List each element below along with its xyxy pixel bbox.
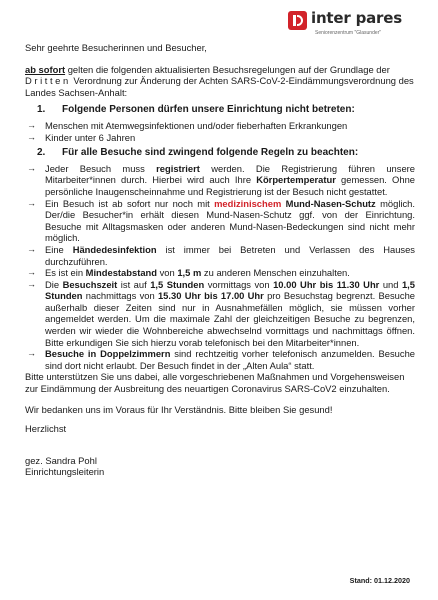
- section-1-heading: [25, 104, 415, 116]
- rule-1-bold-b: Körpertemperatur: [256, 174, 336, 186]
- rule-5-bold-a: Besuchszeit: [62, 278, 118, 290]
- letter-body: [25, 42, 415, 478]
- section-1-title: Folgende Personen dürfen unsere Einrichtung nicht betreten:: [62, 104, 355, 116]
- list-item-text: Kinder unter 6 Jahren: [45, 131, 136, 143]
- arrow-icon: →: [27, 162, 36, 173]
- rule-2-red-bold: medizinischem: [214, 197, 282, 209]
- list-item: [25, 267, 415, 279]
- rule-5-text-c: vormittags von: [204, 278, 274, 290]
- logo-subtitle: Seniorenzentrum "Glasunder": [315, 30, 382, 36]
- rule-5-text-f: pro Besuchstag begrenzt. Besuche außerhalb dieser Zeiten sind nur in Ausnahmefällen möglich, sie müssen vorher angemeldet werden. Um die maximale Zahl der gleichzeitigen Besuche zu begrenzen, werden wir wieder die Wohnbereiche abwechselnd vormittags und nachmittags öffnen. Bitte erkundigen Sie sich hierzu vorab telefonisch bei den Mitarbeiter*innen.: [45, 290, 415, 348]
- rule-3-text-b: ist immer bei Betreten und Verlassen des Hauses durchzuführen.: [45, 243, 415, 267]
- rule-2-text-a: Ein Besuch ist ab sofort nur noch mit: [45, 197, 215, 209]
- logo-mark-icon: [288, 11, 307, 30]
- rule-1-text-a: Jeder Besuch muss: [45, 162, 157, 174]
- rule-5-bold-e: 15.30 Uhr bis 17.00 Uhr: [157, 290, 264, 302]
- rule-3-text-a: Eine: [45, 243, 73, 255]
- intro-text-1: gelten die folgenden aktualisierten Besuchsregelungen auf der Grundlage der: [65, 63, 390, 75]
- arrow-icon: →: [27, 243, 36, 254]
- section-1-number: 1.: [37, 104, 46, 116]
- section-2-title: Für alle Besuche sind zwingend folgende Regeln zu beachten:: [62, 147, 359, 159]
- regards: Herzlichst: [25, 423, 67, 435]
- rule-6-bold: Besuche in Doppelzimmern: [45, 348, 171, 360]
- signature-role: Einrichtungsleiterin: [25, 466, 105, 478]
- list-item: [25, 244, 415, 267]
- arrow-icon: →: [27, 131, 36, 142]
- list-item: [25, 279, 415, 349]
- list-item: [25, 163, 415, 198]
- list-item: [25, 198, 415, 244]
- rule-4-bold-b: 1,5 m: [177, 267, 202, 279]
- list-item-text: Menschen mit Atemwegsinfektionen und/oder fieberhaften Erkrankungen: [45, 119, 348, 131]
- rule-5-bold-d: 1,5 Stunden: [45, 278, 416, 302]
- salutation: Sehr geehrte Besucherinnen und Besucher,: [25, 42, 207, 53]
- section-1-list: [25, 120, 415, 143]
- rule-2-bold: Mund-Nasen-Schutz: [281, 197, 376, 209]
- signature-name: gez. Sandra Pohl: [25, 454, 97, 466]
- arrow-icon: →: [27, 119, 36, 130]
- arrow-icon: →: [27, 278, 36, 289]
- closing-paragraph: Bitte unterstützen Sie uns dabei, alle vorgeschriebenen Maßnahmen und Vorgehensweisen zur Eindämmung der Ausbreitung des neuartigen Coronavirus SARS-CoV2 einzuhalten.: [25, 371, 405, 395]
- arrow-icon: →: [27, 197, 36, 208]
- intro-text-2: Verordnung zur Änderung der Achten SARS-CoV-2-Eindämmungsverordnung des Landes Sachsen-Anhalt:: [25, 75, 414, 98]
- arrow-icon: →: [27, 348, 36, 359]
- rule-5-text-b: ist auf: [117, 278, 151, 290]
- rule-2-text-b: möglich. Der/die Besucher*in erhält diesen Mund-Nasen-Schutz ggf. von der Einrichtung. Besuche mit Alltagsmasken oder anderen Mund-Nasen-Bedeckungen sind nicht mehr möglich.: [45, 197, 415, 244]
- thanks-paragraph: Wir bedanken uns im Voraus für Ihr Verständnis. Bitte bleiben Sie gesund!: [25, 403, 333, 415]
- rule-4-text-b: von: [157, 267, 178, 279]
- rule-4-text-c: zu anderen Menschen einzuhalten.: [201, 267, 350, 279]
- list-item: [25, 132, 415, 144]
- rule-4-bold-a: Mindestabstand: [85, 267, 158, 279]
- inter-pares-logo: [288, 10, 416, 40]
- rule-5-text-e: nachmittags von: [82, 290, 158, 302]
- rule-3-bold: Händedesinfektion: [72, 243, 157, 255]
- rule-5-text-a: Die: [45, 278, 63, 290]
- intro-spaced-word: Dritten: [25, 75, 71, 87]
- section-2-number: 2.: [37, 147, 46, 159]
- stand-date: Stand: 01.12.2020: [349, 576, 410, 585]
- logo-name: inter pares: [311, 9, 402, 27]
- rule-5-bold-b: 1,5 Stunden: [150, 278, 205, 290]
- list-item: [25, 348, 415, 371]
- intro-bold: ab sofort: [25, 63, 66, 75]
- rule-6-text: sind rechtzeitig vorher telefonisch anzumelden. Besuche sind dort nicht erlaubt. Der Besuch findet in der „Alten Aula“ statt.: [45, 348, 415, 371]
- list-item: [25, 120, 415, 132]
- rule-4-text-a: Es ist ein: [45, 267, 86, 279]
- intro-paragraph: [25, 64, 415, 99]
- section-2-list: [25, 163, 415, 372]
- rule-5-bold-c: 10.00 Uhr bis 11.30 Uhr: [273, 278, 380, 290]
- rule-1-bold-a: registriert: [156, 162, 200, 174]
- rule-1-text-b: werden. Die Registrierung führen unsere Mitarbeiter*innen durch. Hierbei wird auch Ihre: [45, 162, 415, 186]
- rule-1-text-c: gemessen. Ohne persönliche Inaugenscheinnahme und Registrierung ist der Besuch nicht gestattet.: [45, 174, 415, 197]
- arrow-icon: →: [27, 267, 36, 278]
- rule-5-text-d: und: [379, 278, 402, 290]
- section-2-heading: [25, 147, 415, 159]
